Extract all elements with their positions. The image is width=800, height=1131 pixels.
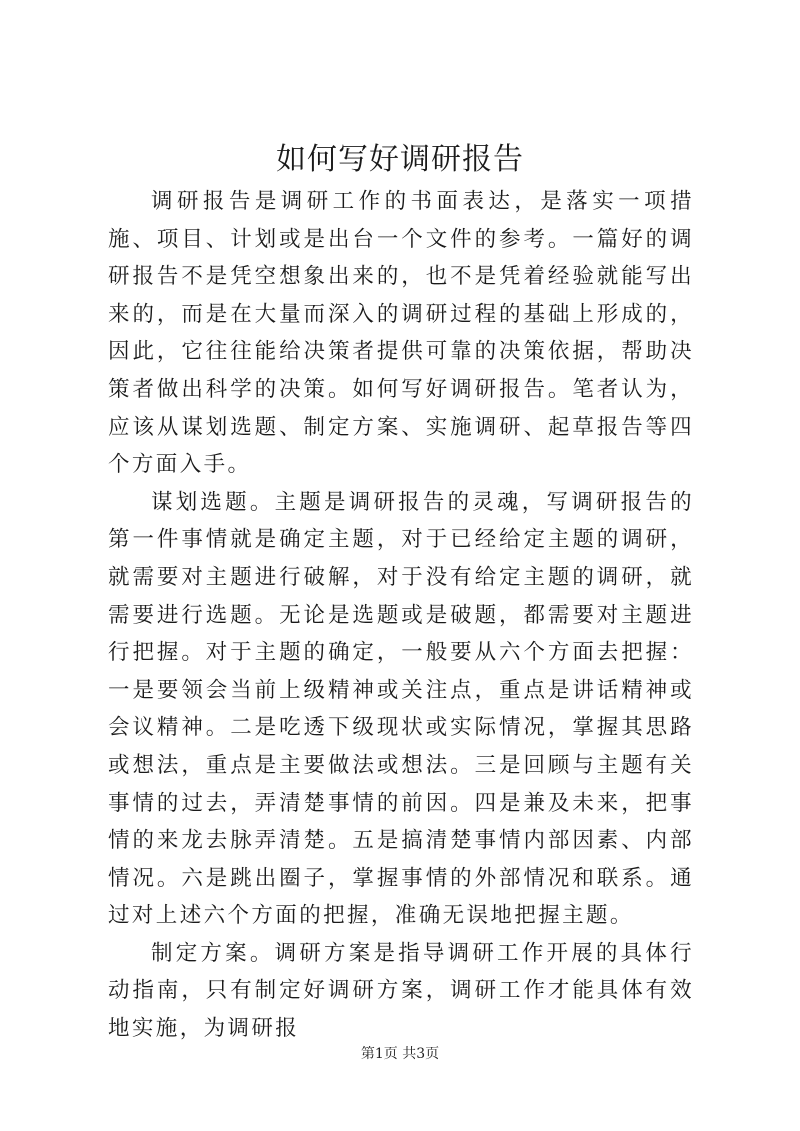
paragraph-plan-making: 制定方案。调研方案是指导调研工作开展的具体行动指南，只有制定好调研方案，调研工作才能具体有效地实施，为调研报: [108, 940, 694, 1042]
document-title: 如何写好调研报告: [276, 142, 524, 177]
document-body: [108, 183, 694, 1048]
paragraph-topic-selection: 谋划选题。主题是调研报告的灵魂，写调研报告的第一件事情就是确定主题，对于已经给定主题的调研，就需要对主题进行破解，对于没有给定主题的调研，就需要进行选题。无论是选题或是破题，都需要对主题进行把握。对于主题的确定，一般要从六个方面去把握：一是要领会当前上级精神或关注点，重点是讲话精神或会议精神。二是吃透下级现状或实际情况，掌握其思路或想法，重点是主要做法或想法。三是回顾与主题有关事情的过去，弄清楚事情的前因。四是兼及未来，把事情的来龙去脉弄清楚。五是搞清楚事情内部因素、内部情况。六是跳出圈子，掌握事情的外部情况和联系。通过对上述六个方面的把握，准确无误地把握主题。: [108, 489, 694, 929]
page-number-footer: 第1页 共3页: [360, 1046, 440, 1062]
paragraph-intro: 调研报告是调研工作的书面表达，是落实一项措施、项目、计划或是出台一个文件的参考。一篇好的调研报告不是凭空想象出来的，也不是凭着经验就能写出来的，而是在大量而深入的调研过程的基础上形成的，因此，它往往能给决策者提供可靠的决策依据，帮助决策者做出科学的决策。如何写好调研报告。笔者认为，应该从谋划选题、制定方案、实施调研、起草报告等四个方面入手。: [108, 189, 694, 478]
